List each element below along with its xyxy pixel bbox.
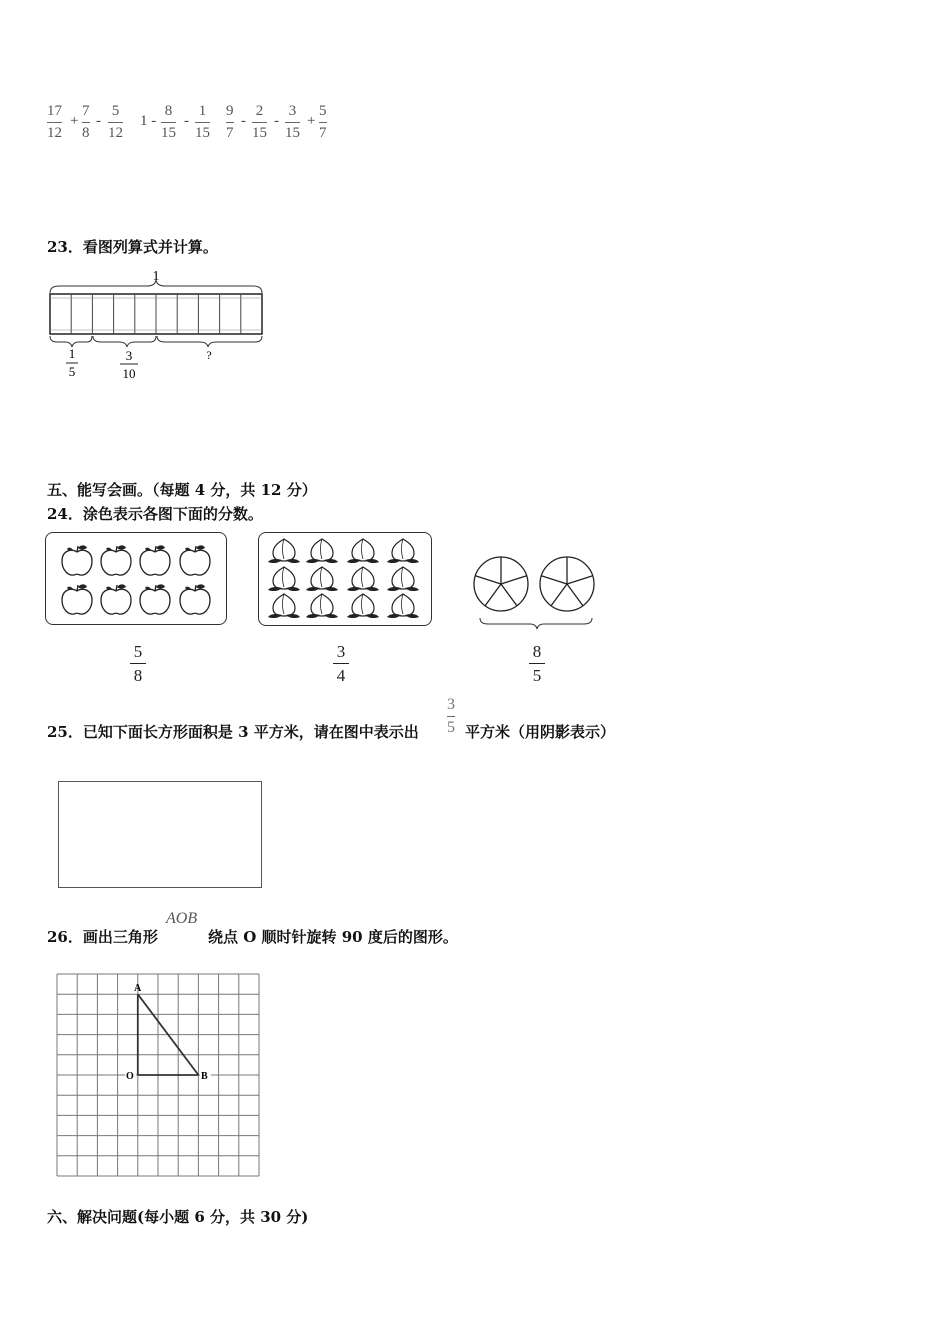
point-a-label: A [134,983,142,994]
svg-text:10: 10 [122,366,136,381]
bar-diagram-svg [45,268,270,388]
circles-svg [470,552,600,630]
apple-icon [140,545,170,575]
q26-grid[interactable] [55,972,261,1178]
fraction-3-4: 3 4 [333,643,349,684]
peach-icon [268,539,300,563]
fraction: 1 15 [195,103,210,141]
operator: - [274,113,279,129]
fraction: 17 12 [47,103,62,141]
fraction-5-8: 5 8 [130,643,146,684]
svg-text:3: 3 [125,348,133,363]
q26-text-after: 绕点 O 顺时针旋转 90 度后的图形。 [208,928,458,946]
operator: 1 - [140,113,157,129]
q25-fraction: 3 5 [447,696,455,736]
fraction: 7 8 [82,103,90,141]
peach-icon [306,594,338,618]
apple-icon [140,584,170,614]
operator: + [70,113,79,129]
operator: - [96,113,101,129]
total-label: 1 [152,269,160,284]
peach-icon [268,594,300,618]
fraction: 8 15 [161,103,176,141]
peach-icon [306,567,338,591]
peaches-svg [259,533,431,625]
peach-icon [347,567,379,591]
peach-icon [347,594,379,618]
fraction: 5 7 [319,103,327,141]
peach-icon [387,539,419,563]
fraction: 5 12 [108,103,123,141]
peach-icon [268,567,300,591]
peach-icon [387,594,419,618]
apple-icon [101,545,131,575]
svg-text:?: ? [206,348,212,362]
fraction-8-5: 8 5 [529,643,545,684]
apples-svg [46,533,226,624]
fraction: 3 15 [285,103,300,141]
fraction: 2 15 [252,103,267,141]
q26-math-aob: AOB [166,910,198,927]
point-b-label: B [201,1071,208,1082]
fraction: 9 7 [226,103,234,141]
q26-text: 26．画出三角形 [47,928,158,946]
apples-box [45,532,227,625]
apple-icon [62,584,92,614]
svg-text:1: 1 [68,346,76,361]
q25-text: 25．已知下面长方形面积是 3 平方米，请在图中表示出 [47,723,419,741]
operator: - [184,113,189,129]
operator: - [241,113,246,129]
apple-icon [180,545,210,575]
peaches-box [258,532,432,626]
apple-icon [180,584,210,614]
section6-title: 六、解决问题(每小题 6 分，共 30 分) [47,1208,309,1226]
q24-title: 24．涂色表示各图下面的分数。 [47,505,263,523]
peach-icon [347,539,379,563]
q25-rectangle[interactable] [58,781,262,888]
apple-icon [62,545,92,575]
point-o-label: O [126,1071,134,1082]
operator: + [307,113,316,129]
section5-title: 五、能写会画。（每题 4 分，共 12 分） [47,481,317,499]
peach-icon [306,539,338,563]
q25-text-after: 平方米（用阴影表示） [465,723,616,741]
svg-text:5: 5 [68,364,76,379]
apple-icon [101,584,131,614]
peach-icon [387,567,419,591]
q23-title: 23．看图列算式并计算。 [47,238,218,256]
